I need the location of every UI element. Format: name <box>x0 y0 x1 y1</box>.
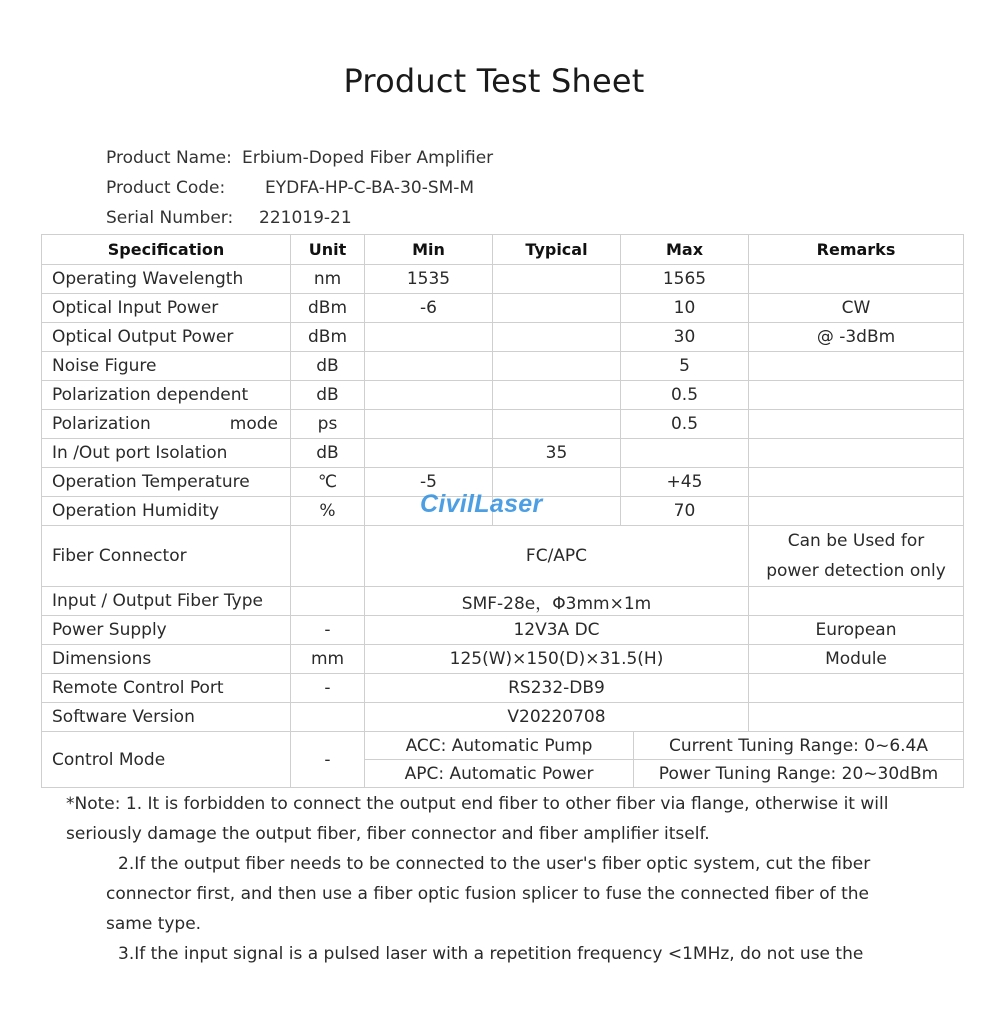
control-mode-acc-cell <box>365 732 964 760</box>
table-row-control-mode-acc <box>42 732 964 760</box>
unit-cell: - <box>291 616 365 645</box>
acc-mode: ACC: Automatic Pump <box>365 732 634 759</box>
unit-cell: dB <box>291 439 365 468</box>
spec-cell: Polarization dependent <box>42 381 291 410</box>
header-specification: Specification <box>42 235 291 265</box>
spec-cell: Optical Input Power <box>42 294 291 323</box>
typical-cell <box>493 265 621 294</box>
spec-cell: Optical Output Power <box>42 323 291 352</box>
page-title: Product Test Sheet <box>343 62 645 100</box>
unit-cell <box>291 587 365 616</box>
remarks-cell <box>749 381 964 410</box>
product-code-value: EYDFA-HP-C-BA-30-SM-M <box>265 178 475 198</box>
unit-cell: % <box>291 497 365 526</box>
typical-cell <box>493 323 621 352</box>
max-cell: 0.5 <box>621 410 749 439</box>
spec-cell: Input / Output Fiber Type <box>42 587 291 616</box>
spec-cell: Software Version <box>42 703 291 732</box>
spec-cell: In /Out port Isolation <box>42 439 291 468</box>
table-row <box>42 265 964 294</box>
unit-cell: dBm <box>291 294 365 323</box>
remarks-cell <box>749 468 964 497</box>
typical-cell <box>493 294 621 323</box>
spec-cell: Control Mode <box>42 732 291 788</box>
max-cell <box>621 439 749 468</box>
spec-cell: Fiber Connector <box>42 526 291 587</box>
min-cell <box>365 439 493 468</box>
control-mode-apc-cell <box>365 760 964 788</box>
spec-cell: Remote Control Port <box>42 674 291 703</box>
unit-cell: - <box>291 732 365 788</box>
unit-cell: dBm <box>291 323 365 352</box>
max-cell: 1565 <box>621 265 749 294</box>
value-cell: RS232-DB9 <box>365 674 749 703</box>
acc-range: Current Tuning Range: 0~6.4A <box>668 735 929 756</box>
spec-cell: Noise Figure <box>42 352 291 381</box>
table-row <box>42 294 964 323</box>
min-cell <box>365 323 493 352</box>
note-line: 2.If the output fiber needs to be connected to the user's fiber optic system, cut the fiber <box>118 854 871 874</box>
table-row <box>42 381 964 410</box>
spec-cell: Power Supply <box>42 616 291 645</box>
product-name-value: Erbium-Doped Fiber Amplifier <box>242 148 494 168</box>
remarks-cell <box>749 497 964 526</box>
header-max: Max <box>621 235 749 265</box>
typical-cell <box>493 381 621 410</box>
table-row-fiber-connector <box>42 526 964 587</box>
remarks-cell <box>749 703 964 732</box>
remarks-cell: Module <box>749 645 964 674</box>
typical-cell: 35 <box>493 439 621 468</box>
remarks-cell: CW <box>749 294 964 323</box>
max-cell: 0.5 <box>621 381 749 410</box>
note-line: *Note: 1. It is forbidden to connect the output end fiber to other fiber via flange, otherwise it will <box>66 794 889 814</box>
watermark-logo: CivilLaser <box>420 490 543 518</box>
value-cell: 12V3A DC <box>365 616 749 645</box>
value-cell: SMF-28e，Φ3mm×1m <box>365 587 749 616</box>
min-cell <box>365 410 493 439</box>
max-cell: 5 <box>621 352 749 381</box>
spec-suffix: mode <box>229 414 278 434</box>
spec-text: Polarization <box>52 414 151 434</box>
min-cell <box>365 381 493 410</box>
spec-cell <box>42 410 291 439</box>
remarks-cell <box>749 439 964 468</box>
unit-cell: mm <box>291 645 365 674</box>
min-cell: 1535 <box>365 265 493 294</box>
max-cell: 70 <box>621 497 749 526</box>
apc-mode: APC: Automatic Power <box>365 760 634 787</box>
typical-cell <box>493 352 621 381</box>
min-cell <box>365 352 493 381</box>
header-typical: Typical <box>493 235 621 265</box>
remarks-cell <box>749 265 964 294</box>
remarks-line: power detection only <box>766 561 946 581</box>
remarks-cell <box>749 352 964 381</box>
unit-cell: - <box>291 674 365 703</box>
unit-cell: dB <box>291 352 365 381</box>
remarks-cell <box>749 410 964 439</box>
product-name-line <box>106 148 494 168</box>
value-cell: 125(W)×150(D)×31.5(H) <box>365 645 749 674</box>
table-row-power-supply <box>42 616 964 645</box>
table-row <box>42 352 964 381</box>
table-row <box>42 410 964 439</box>
unit-cell: ps <box>291 410 365 439</box>
header-remarks: Remarks <box>749 235 964 265</box>
spec-cell: Operation Humidity <box>42 497 291 526</box>
note-line: seriously damage the output fiber, fiber connector and fiber amplifier itself. <box>66 824 710 844</box>
remarks-cell <box>749 526 964 587</box>
remarks-line: Can be Used for <box>787 531 925 551</box>
remarks-cell <box>749 674 964 703</box>
note-line: 3.If the input signal is a pulsed laser with a repetition frequency <1MHz, do not use the <box>118 944 864 964</box>
value-cell: V20220708 <box>365 703 749 732</box>
value-cell: FC/APC <box>365 526 749 587</box>
notes-section <box>66 789 946 969</box>
product-code-line <box>106 178 475 198</box>
product-code-label: Product Code: <box>106 178 226 198</box>
table-row-software-version <box>42 703 964 732</box>
serial-number-label: Serial Number: <box>106 208 234 228</box>
table-row-dimensions <box>42 645 964 674</box>
product-name-label: Product Name: <box>106 148 232 168</box>
table-row-remote-control <box>42 674 964 703</box>
table-row <box>42 323 964 352</box>
unit-cell <box>291 703 365 732</box>
remarks-cell: European <box>749 616 964 645</box>
unit-cell: nm <box>291 265 365 294</box>
unit-cell: ℃ <box>291 468 365 497</box>
min-cell: -6 <box>365 294 493 323</box>
max-cell: 30 <box>621 323 749 352</box>
spec-cell: Operating Wavelength <box>42 265 291 294</box>
unit-cell: dB <box>291 381 365 410</box>
note-line: connector first, and then use a fiber optic fusion splicer to fuse the connected fiber of the <box>106 884 869 904</box>
unit-cell <box>291 526 365 587</box>
note-line: same type. <box>106 914 202 934</box>
typical-cell <box>493 410 621 439</box>
spec-cell: Operation Temperature <box>42 468 291 497</box>
max-cell: +45 <box>621 468 749 497</box>
header-unit: Unit <box>291 235 365 265</box>
remarks-cell <box>749 587 964 616</box>
max-cell: 10 <box>621 294 749 323</box>
apc-range: Power Tuning Range: 20~30dBm <box>658 763 939 784</box>
serial-number-value: 221019-21 <box>259 208 352 228</box>
header-min: Min <box>365 235 493 265</box>
min-cell: -5 <box>365 468 493 497</box>
table-header-row <box>42 235 964 265</box>
table-row <box>42 439 964 468</box>
remarks-cell: @ -3dBm <box>749 323 964 352</box>
serial-number-line <box>106 208 352 228</box>
table-row-fiber-type <box>42 587 964 616</box>
spec-cell: Dimensions <box>42 645 291 674</box>
